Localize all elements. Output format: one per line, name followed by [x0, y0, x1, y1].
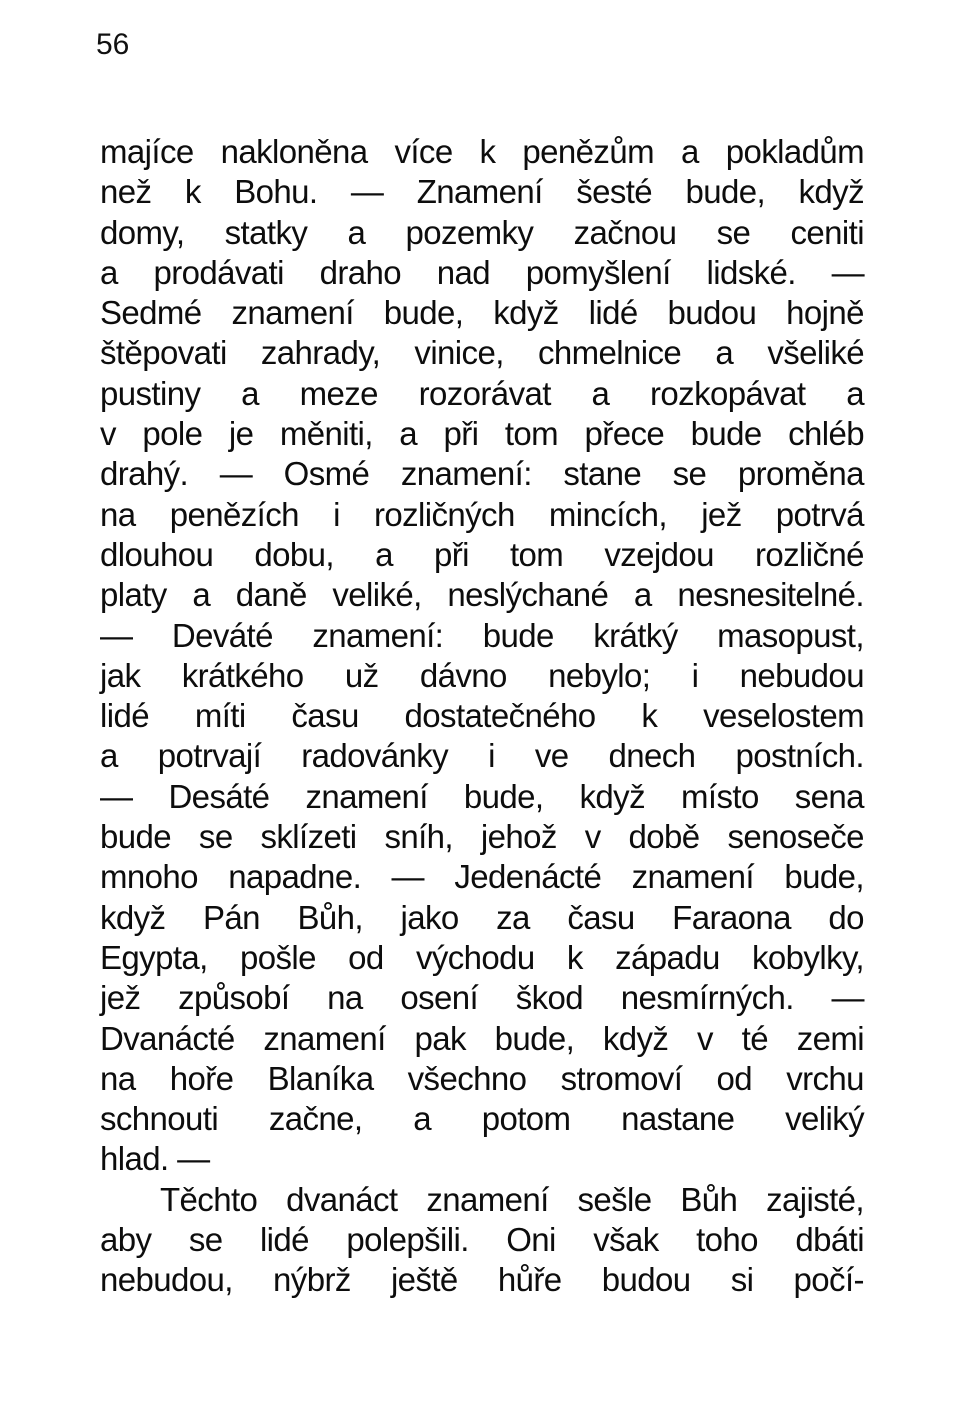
text-line: — Deváté znamení: bude krátký masopust, — [100, 616, 864, 654]
text-line: jak krátkého už dávno nebylo; i nebudou — [100, 656, 864, 694]
text-line: než k Bohu. — Znamení šesté bude, když — [100, 173, 864, 211]
text-line: pustiny a meze rozorávat a rozkopávat a — [100, 374, 864, 412]
text-line: a potrvají radovánky i ve dnech postních. — [100, 737, 864, 775]
text-line: aby se lidé polepšili. Oni však toho dbáti — [100, 1221, 864, 1259]
text-line: domy, statky a pozemky začnou se ceniti — [100, 213, 864, 251]
text-line: v pole je měniti, a při tom přece bude chléb — [100, 415, 864, 453]
text-line: na hoře Blaníka všechno stromoví od vrchu — [100, 1059, 864, 1097]
text-line: dlouhou dobu, a při tom vzejdou rozličné — [100, 535, 864, 573]
body-text — [100, 132, 864, 1301]
text-line-paragraph-end: hlad. — — [100, 1140, 210, 1178]
text-line: štěpovati zahrady, vinice, chmelnice a všeliké — [100, 334, 864, 372]
page-number: 56 — [96, 28, 130, 61]
text-line: a prodávati draho nad pomyšlení lidské. — — [100, 253, 864, 291]
text-line: Dvanácté znamení pak bude, když v té zemi — [100, 1019, 864, 1057]
text-line: drahý. — Osmé znamení: stane se proměna — [100, 455, 864, 493]
text-line-paragraph-start: Těchto dvanáct znamení sešle Bůh zajisté, — [160, 1180, 864, 1218]
text-line: lidé míti času dostatečného k veselostem — [100, 697, 864, 735]
text-line: na penězích i rozličných mincích, jež potrvá — [100, 495, 864, 533]
text-line: — Desáté znamení bude, když místo sena — [100, 777, 864, 815]
text-line: když Pán Bůh, jako za času Faraona do — [100, 898, 864, 936]
text-line: majíce nakloněna více k penězům a pokladům — [100, 133, 864, 170]
text-line: Egypta, pošle od východu k západu kobylky, — [100, 938, 864, 976]
text-line: nebudou, nýbrž ještě hůře budou si počí- — [100, 1261, 864, 1299]
text-line: mnoho napadne. — Jedenácté znamení bude, — [100, 858, 864, 896]
text-line: jež způsobí na osení škod nesmírných. — — [100, 979, 864, 1017]
text-line: Sedmé znamení bude, když lidé budou hojně — [100, 294, 864, 332]
text-line: platy a daně veliké, neslýchané a nesnesitelné. — [100, 576, 864, 614]
text-line: schnouti začne, a potom nastane veliký — [100, 1100, 864, 1138]
text-line: bude se sklízeti sníh, jehož v době senoseče — [100, 818, 864, 856]
